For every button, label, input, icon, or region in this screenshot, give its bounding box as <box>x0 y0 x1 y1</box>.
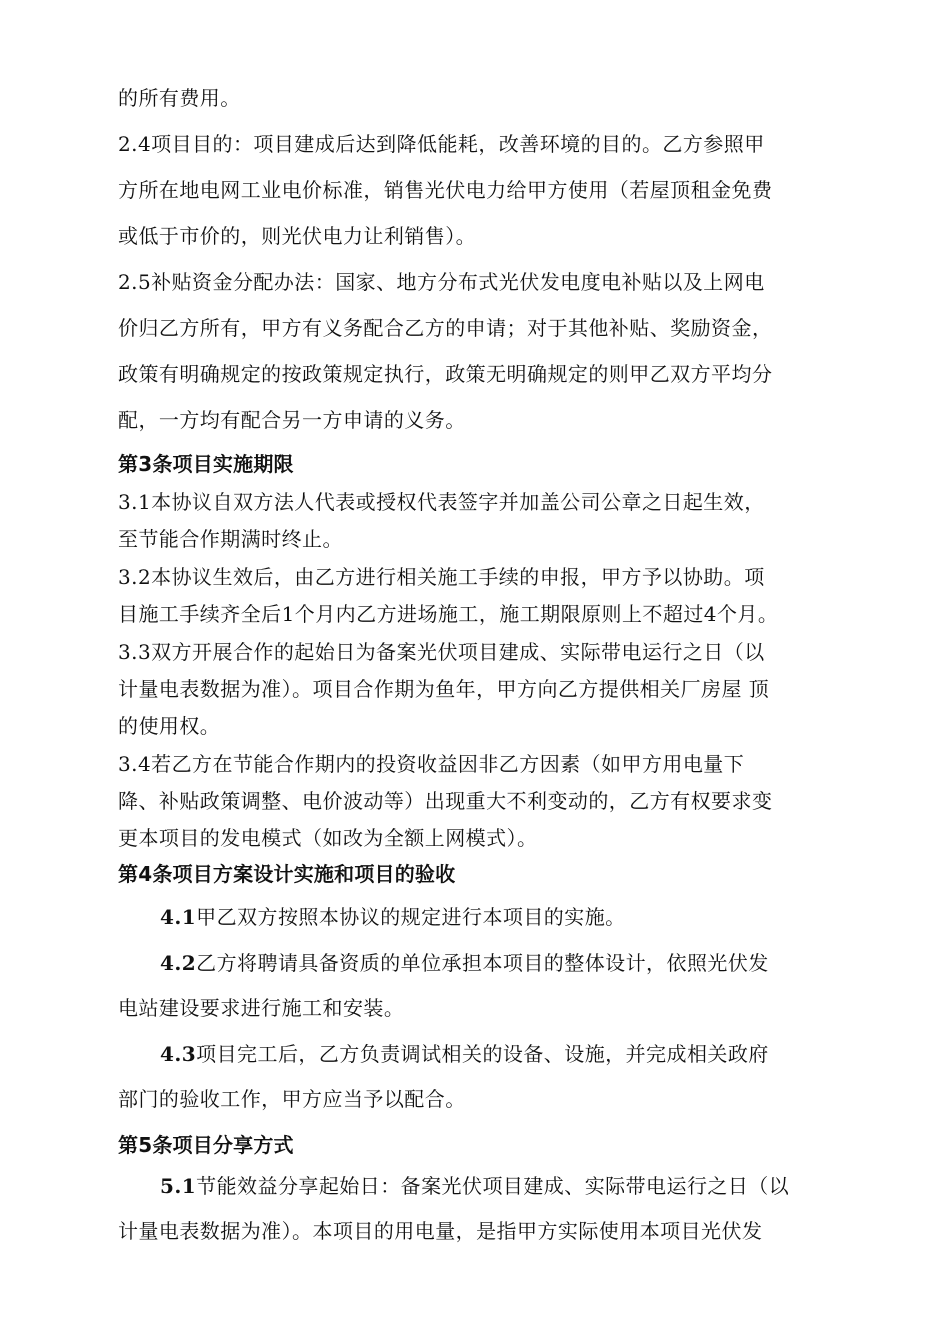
clause-number: 5.1 <box>160 1174 197 1198</box>
clause-3-4-line-1: 3.4若乙方在节能合作期内的投资收益因非乙方因素（如甲方用电量下 <box>118 752 745 776</box>
clause-2-4-line-3: 或低于市价的，则光伏电力让利销售）。 <box>118 224 477 248</box>
clause-4-2-line-2: 电站建设要求进行施工和安装。 <box>118 996 405 1020</box>
clause-number: 4.2 <box>160 951 197 975</box>
clause-2-5-line-3: 政策有明确规定的按政策规定执行，政策无明确规定的则甲乙双方平均分 <box>118 362 773 386</box>
clause-2-4-line-2: 方所在地电网工业电价标准，销售光伏电力给甲方使用（若屋顶租金免费 <box>118 178 773 202</box>
clause-2-4-line-1: 2.4项目目的：项目建成后达到降低能耗，改善环境的目的。乙方参照甲 <box>118 132 765 156</box>
clause-text: 节能效益分享起始日：备案光伏项目建成、实际带电运行之日（以 <box>196 1174 790 1198</box>
clause-3-4-line-3: 更本项目的发电模式（如改为全额上网模式）。 <box>118 826 538 850</box>
clause-3-3-line-3: 的使用权。 <box>118 714 221 738</box>
clause-3-2-line-1: 3.2本协议生效后，由乙方进行相关施工手续的申报，甲方予以协助。项 <box>118 565 765 589</box>
clause-2-5-line-2: 价归乙方所有，甲方有义务配合乙方的申请；对于其他补贴、奖励资金， <box>118 316 773 340</box>
clause-number: 4.1 <box>160 905 197 929</box>
clause-text: 项目完工后，乙方负责调试相关的设备、设施，并完成相关政府 <box>196 1042 769 1066</box>
clause-3-1-line-1: 3.1本协议自双方法人代表或授权代表签字并加盖公司公章之日起生效， <box>118 490 765 514</box>
clause-5-1-line-2: 计量电表数据为准）。本项目的用电量，是指甲方实际使用本项目光伏发 <box>118 1219 763 1243</box>
clause-2-5-line-1: 2.5补贴资金分配办法：国家、地方分布式光伏发电度电补贴以及上网电 <box>118 270 765 294</box>
clause-3-1-line-2: 至节能合作期满时终止。 <box>118 527 343 551</box>
clause-number: 4.3 <box>160 1042 197 1066</box>
clause-3-3-line-1: 3.3双方开展合作的起始日为备案光伏项目建成、实际带电运行之日（以 <box>118 640 765 664</box>
clause-3-3-line-2: 计量电表数据为准）。项目合作期为鱼年，甲方向乙方提供相关厂房屋 顶 <box>118 677 770 701</box>
clause-4-3-line-2: 部门的验收工作，甲方应当予以配合。 <box>118 1087 466 1111</box>
clause-2-5-line-4: 配，一方均有配合另一方申请的义务。 <box>118 408 466 432</box>
clause-4-3-line-1 <box>160 1044 769 1064</box>
paragraph-line: 的所有费用。 <box>118 86 241 110</box>
clause-3-2-line-2: 目施工手续齐全后1个月内乙方进场施工，施工期限原则上不超过4个月。 <box>118 602 779 626</box>
clause-4-1-line-1 <box>160 907 626 927</box>
section-5-heading: 第5条项目分享方式 <box>118 1133 294 1157</box>
clause-text: 乙方将聘请具备资质的单位承担本项目的整体设计，依照光伏发 <box>196 951 769 975</box>
clause-3-4-line-2: 降、补贴政策调整、电价波动等）出现重大不利变动的，乙方有权要求变 <box>118 789 773 813</box>
section-4-heading: 第4条项目方案设计实施和项目的验收 <box>118 862 456 886</box>
clause-text: 甲乙双方按照本协议的规定进行本项目的实施。 <box>196 905 626 929</box>
clause-5-1-line-1 <box>160 1176 789 1196</box>
clause-4-2-line-1 <box>160 953 769 973</box>
section-3-heading: 第3条项目实施期限 <box>118 452 294 476</box>
